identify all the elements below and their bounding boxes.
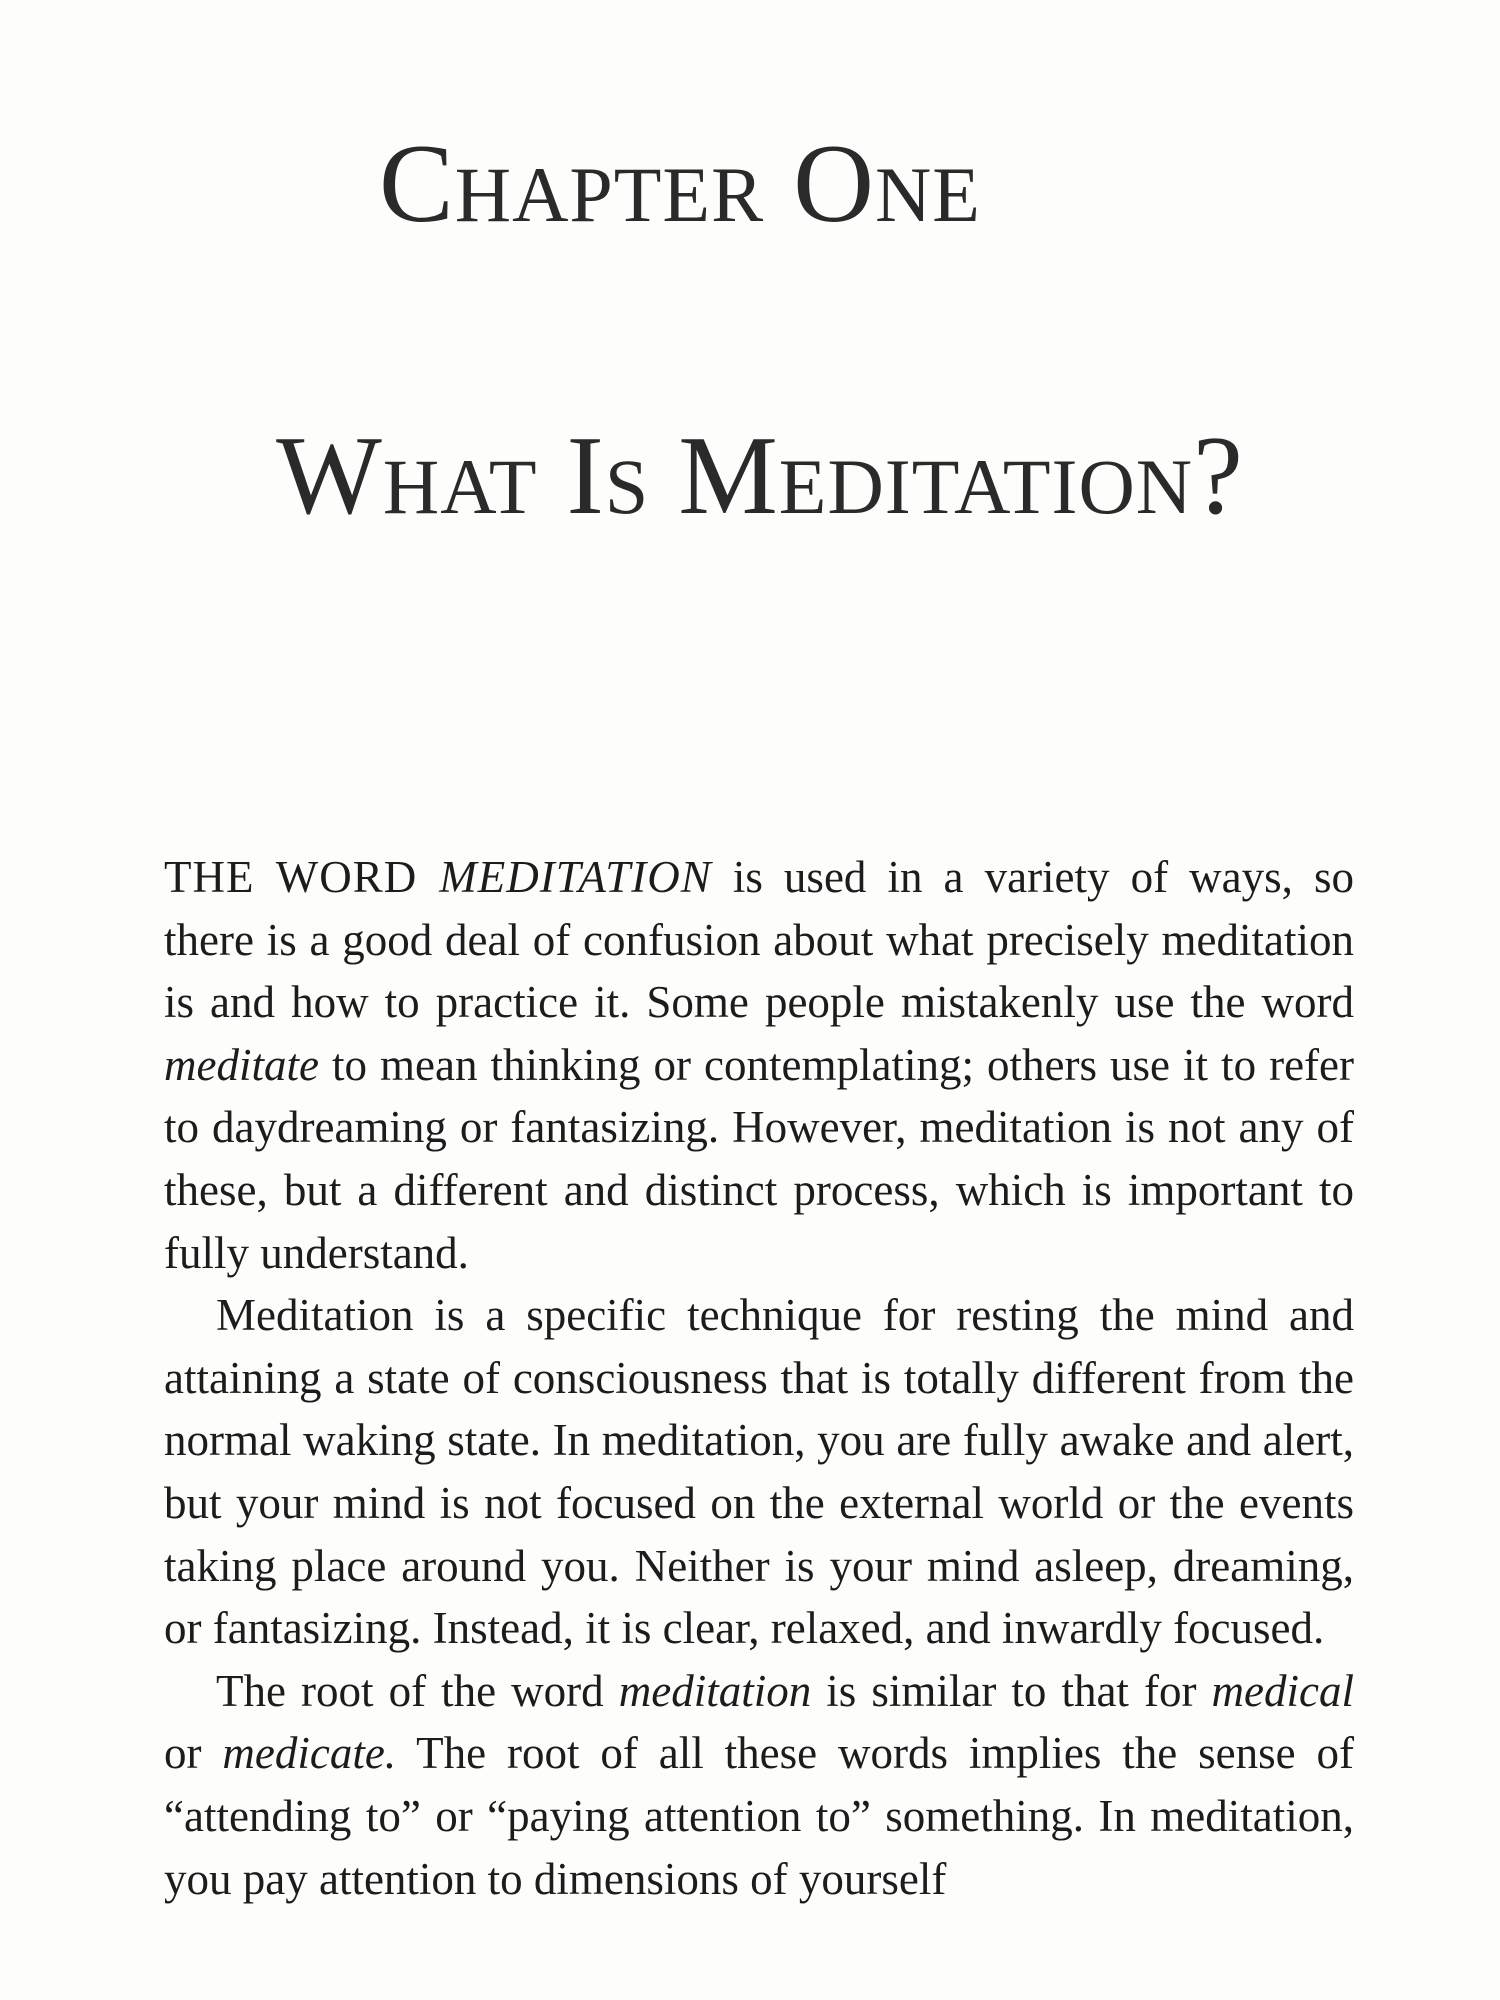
paragraph-1 [164,846,1354,1284]
italic-term: medical [1211,1665,1354,1716]
paragraph-text: The root of all these words implies the sense of “attending to” or “paying attention to” something. In meditation, you pay attention to dimensions of yourself [164,1728,1354,1904]
paragraph-2 [164,1284,1354,1660]
lead-caps: THE WORD [164,852,440,902]
paragraph-text: is used in a variety of ways, so there is a good deal of confusion about what precisely meditation is and how to practice it. Some people mistakenly use the word [164,852,1354,1028]
paragraph-text: Meditation is a specific technique for resting the mind and attaining a state of consciousness that is totally different from the normal waking state. In meditation, you are fully awake and alert, but your mind is not focused on the external world or the events taking place around you. Neither is your mind asleep, dreaming, or fantasizing. Instead, it is clear, relaxed, and inwardly focused. [164,1290,1354,1654]
paragraph-text: The root of the word [216,1665,619,1716]
italic-term: medicate. [222,1728,397,1779]
italic-term: meditation [618,1665,812,1716]
paragraph-3 [164,1660,1354,1910]
body-text [164,846,1354,1910]
paragraph-text: or [164,1728,223,1779]
chapter-title: What Is Meditation? [276,414,1244,538]
paragraph-text: to mean thinking or contemplating; others use it to refer to daydreaming or fantasizing. However, meditation is not any of these, but a different and distinct process, which is important to fully understand. [164,1039,1354,1278]
paragraph-text: is similar to that for [811,1665,1212,1716]
italic-term: meditate [164,1039,319,1090]
chapter-label: Chapter One [379,122,981,246]
lead-italic-term: MEDITATION [439,852,712,902]
